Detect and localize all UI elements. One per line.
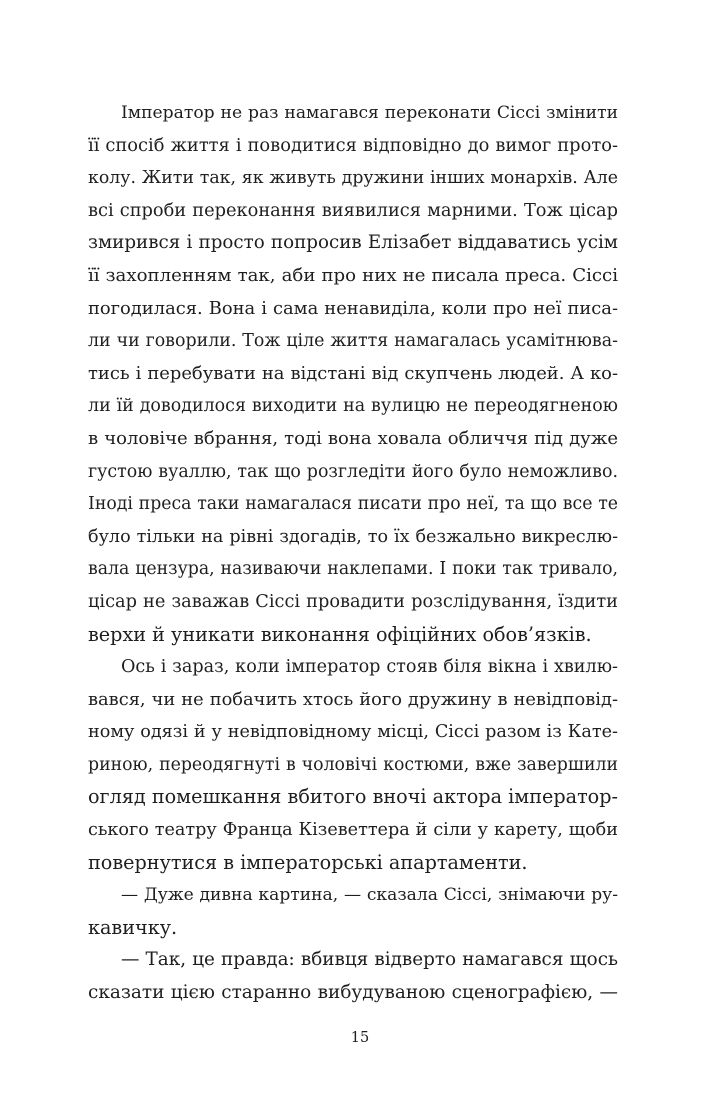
text-line: ли чи говорили. Тож ціле життя намагалась усамітнюва- xyxy=(88,331,618,352)
text-line: риною, переодягнуті в чоловічі костюми, вже завершили xyxy=(88,754,618,775)
body-text xyxy=(88,97,618,1010)
text-line: її спосіб життя і поводитися відповідно до вимог прото- xyxy=(88,134,618,156)
text-line: цісар не заважав Сіссі провадити розслідування, їздити xyxy=(88,591,618,612)
text-line: повернутися в імператорські апартаменти. xyxy=(88,850,528,874)
text-line: Ось і зараз, коли імператор стояв біля вікна і хвилю- xyxy=(121,657,618,678)
text-line: вала цензура, називаючи наклепами. І поки так тривало, xyxy=(88,559,618,580)
text-line: тись і перебувати на відстані від скупчень людей. А ко- xyxy=(88,362,618,384)
text-line: верхи й уникати виконання офіційних обов’язків. xyxy=(88,622,592,646)
text-line: Іноді преса таки намагалася писати про неї, та що все те xyxy=(88,494,618,515)
page-number: 15 xyxy=(350,1030,370,1046)
text-line: кавичку. xyxy=(88,915,178,939)
text-line: Імператор не раз намагався переконати Сіссі змінити xyxy=(121,103,618,123)
text-line: сказати цією старанно вибудуваною сценографією, — xyxy=(88,982,618,1004)
text-line: її захопленням так, аби про них не писала преса. Сіссі xyxy=(88,264,618,286)
text-line: ли їй доводилося виходити на вулицю не переодягненою xyxy=(88,396,618,417)
text-line: — Дуже дивна картина, — сказала Сіссі, знімаючи ру- xyxy=(121,885,618,906)
text-line: огляд помешкання вбитого вночі актора імператор- xyxy=(88,785,618,809)
text-line: густою вуаллю, так що розгледіти його було неможливо. xyxy=(88,461,618,482)
text-line: погодилася. Вона і сама ненавиділа, коли про неї писа- xyxy=(88,297,618,319)
text-line: колу. Жити так, як живуть дружини інших монархів. Але xyxy=(88,168,618,189)
text-line: було тільки на рівні здогадів, то їх безжально викреслю- xyxy=(88,526,618,547)
text-line: вався, чи не побачить хтось його дружину в невідповід- xyxy=(88,688,618,710)
text-line: змирився і просто попросив Елізабет віддаватись усім xyxy=(88,232,618,254)
text-line: ського театру Франца Кізеветтера й сіли у карету, щоби xyxy=(88,820,618,841)
text-line: ному одязі й у невідповідному місці, Сіссі разом із Кате- xyxy=(88,722,618,743)
text-line: в чоловіче вбрання, тоді вона ховала обличчя під дуже xyxy=(88,427,618,449)
text-line: всі спроби переконання виявилися марними. Тож цісар xyxy=(88,199,618,221)
text-line: — Так, це правда: вбивця відверто намагався щось xyxy=(121,949,618,971)
